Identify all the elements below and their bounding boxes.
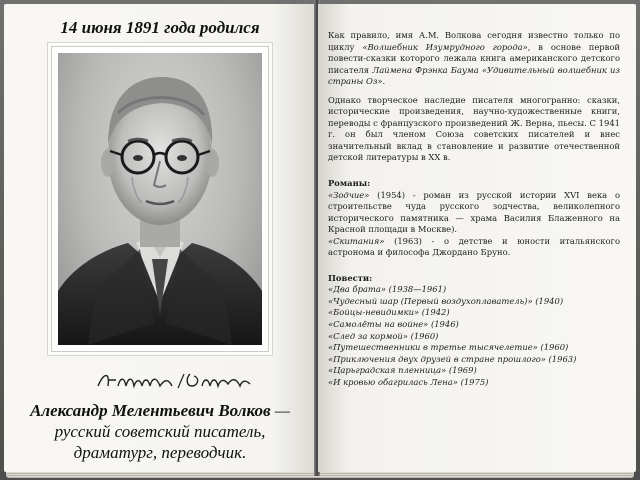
- novel-title-1: «Зодчие»: [328, 189, 370, 200]
- list-item: «Бойцы-невидимки» (1942): [328, 307, 450, 318]
- author-signature: [94, 368, 254, 392]
- novel-entry-2: [328, 236, 620, 259]
- intro-baum-book: Лаймена Фрэнка Баума «Удивительный волшебник из страны Оз»: [328, 64, 620, 87]
- caption-dash: —: [270, 401, 290, 420]
- list-item: «Приключения двух друзей в стране прошлого» (1963): [328, 353, 577, 364]
- legacy-paragraph: Однако творческое наследие писателя многогранно: сказки, исторические произведения, научно-художественные книги, переводы с французского произведений Ж. Верна, пьесы. С 1941 г. он был членом Союза советских писателей и внес значительный вклад в становление и развитие отечественной детской литературы в XX в.: [328, 94, 620, 163]
- page-edges: [6, 472, 634, 478]
- intro-paragraph: [328, 30, 620, 88]
- portrait-frame: [51, 46, 269, 352]
- list-item: «Чудесный шар (Первый воздухоплаватель)» (1940): [328, 295, 564, 306]
- novel-entry-1: [328, 190, 620, 236]
- novel-text-2: (1963) - о детстве и юности итальянского астронома и философа Джордано Бруно.: [328, 235, 620, 258]
- list-item: «Самолёты на войне» (1946): [328, 319, 459, 330]
- stories-list: [328, 284, 620, 388]
- list-item: «След за кормой» (1960): [328, 330, 439, 341]
- list-item: «Два брата» (1938—1961): [328, 284, 447, 295]
- portrait-illustration: [58, 53, 262, 345]
- intro-text-1: Как правило, имя А.М. Волкова сегодня известно только по циклу: [328, 30, 620, 52]
- list-item: «Путешественники в третье тысячелетие» (1960): [328, 342, 569, 353]
- author-name: Александр Мелентьевич Волков: [30, 401, 271, 420]
- list-item: «Царьградская пленница» (1969): [328, 365, 477, 376]
- portrait-photo: [58, 53, 262, 345]
- intro-cycle-title: «Волшебник Изумрудного города»: [362, 41, 528, 52]
- author-caption: [14, 400, 306, 463]
- novel-title-2: «Скитания»: [328, 235, 385, 246]
- intro-text-3: .: [382, 76, 386, 87]
- birth-heading: 14 июня 1891 года родился: [60, 18, 260, 37]
- list-item: «И кровью обагрилась Лена» (1975): [328, 376, 489, 387]
- author-description: русский советский писатель, драматург, переводчик.: [54, 422, 266, 462]
- novels-heading: Романы:: [328, 178, 371, 189]
- novel-text-1: (1954) - роман из русской истории XVI века о строительстве чуда русского зодчества, великолепного исторического памятника — храма Василия Блаженного на Красной площади в Москве).: [328, 189, 620, 235]
- biography-text: [328, 30, 620, 388]
- intro-text-2: , в основе первой повести-сказки которого лежала книга американского детского писателя: [328, 41, 620, 75]
- left-page: [4, 4, 316, 472]
- stories-heading: Повести:: [328, 272, 373, 283]
